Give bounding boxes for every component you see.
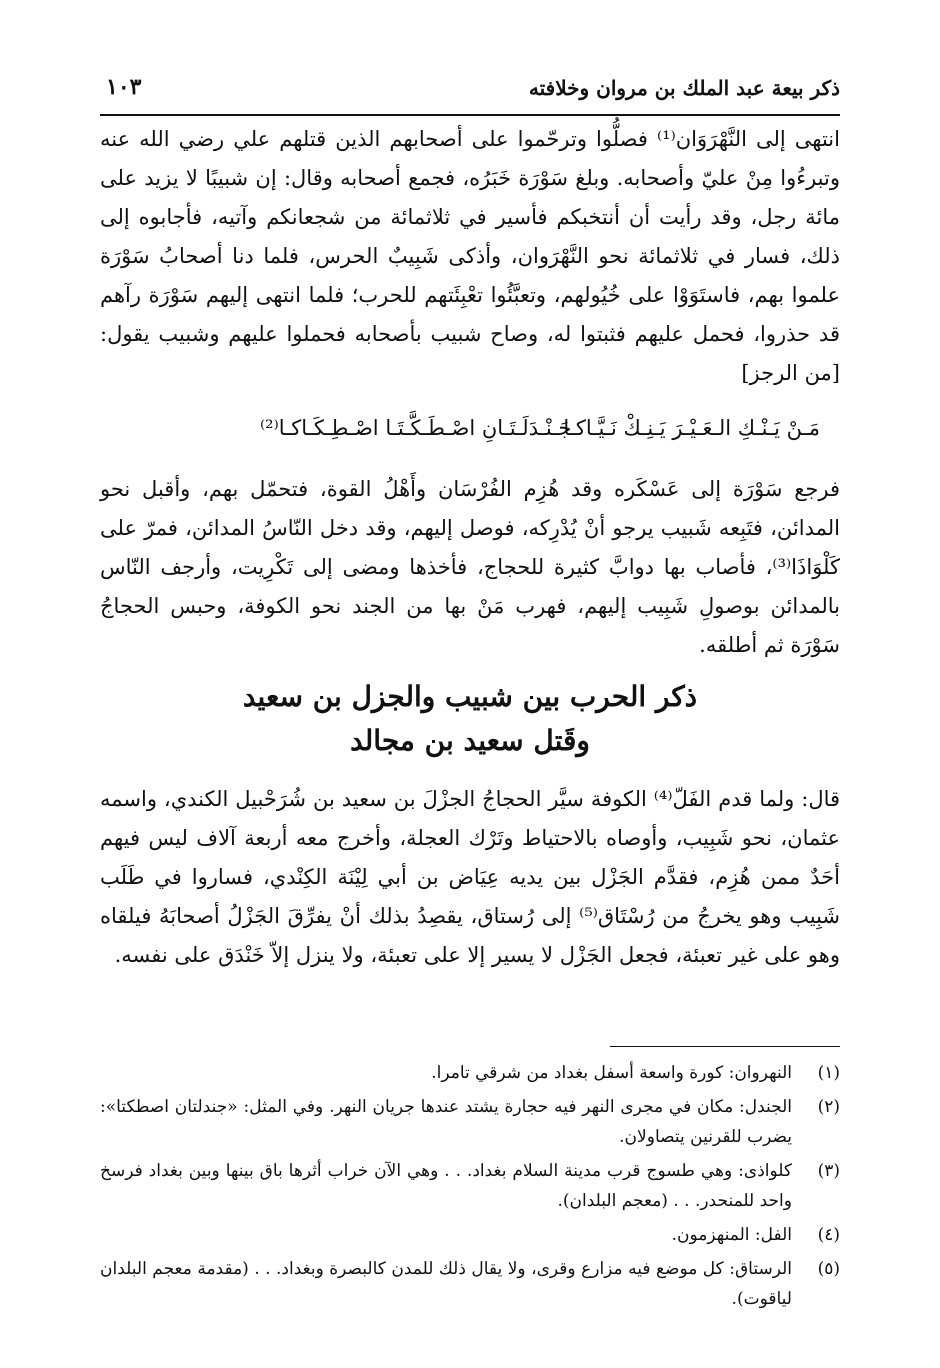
footnote-number: (٢) xyxy=(817,1097,840,1117)
verse-first-hemistich: مَـنْ يَـنْـكِ الـعَـيْـرَ يَـنِـكْ نَـيَّـاكـا xyxy=(563,416,820,440)
footnote-1 xyxy=(100,1058,840,1088)
footnote-number: (١) xyxy=(817,1063,840,1083)
footnote-separator xyxy=(610,1046,840,1047)
body-paragraph-2: فرجع سَوْرَة إلى عَسْكَره وقد هُزِم الفُرْسَان وأَهْلُ القوة، فتحمّل بهم، وأقبل نحو المدائن، فتَبِعه شَبيب يرجو أنْ يُدْرِكه، فوصل إليهم، وقد دخل النّاسُ المدائن، فمرّ على كَلْوَاذَا⁽³⁾، فأصاب بها دوابَّ كثيرة للحجاج، فأخذها ومضى إلى تَكْرِيت، وأرجف النّاس بالمدائن بوصولِ شَبِيب إليهم، فهرب مَنْ بها من الجند نحو الكوفة، وحبس الحجاجُ سَوْرَة ثم أطلقه. xyxy=(100,477,840,657)
footnote-number: (٤) xyxy=(817,1225,840,1245)
section-heading-line-2: وقَتل سعيد بن مجالد xyxy=(350,724,590,757)
footnote-text: النهروان: كورة واسعة أسفل بغداد من شرقي تامرا. xyxy=(431,1063,792,1083)
section-heading-line-1: ذكر الحرب بين شبيب والجزل بن سعيد xyxy=(242,680,698,713)
verse-second-hemistich: جَـنْـدَلَـتَـانِ اصْـطَـكَّـتَـا اصْـطِـكَـاكـا⁽²⁾ xyxy=(260,416,572,440)
page-number: ١٠٣ xyxy=(106,74,142,100)
running-title: ذكر بيعة عبد الملك بن مروان وخلافته xyxy=(528,76,840,100)
footnote-text: الفل: المنهزمون. xyxy=(671,1225,792,1245)
footnote-text: الجندل: مكان في مجرى النهر فيه حجارة يشتد عندها جريان النهر. وفي المثل: «جندلتان اصطكتا»: يضرب للقرنين يتصاولان. xyxy=(100,1097,792,1147)
footnote-5 xyxy=(100,1254,840,1314)
footnote-4 xyxy=(100,1220,840,1250)
footnote-number: (٥) xyxy=(817,1259,840,1279)
verse-line xyxy=(100,410,840,456)
footnote-text: كلواذى: وهي طسوج قرب مدينة السلام بغداد. . . وهي الآن خراب أثرها باق بينها وبين بغداد فرسخ واحد للمنحدر. . . (معجم البلدان). xyxy=(100,1161,792,1211)
running-header xyxy=(100,68,840,116)
footnote-number: (٣) xyxy=(817,1161,840,1181)
body-paragraph-1: انتهى إلى النَّهْرَوَان⁽¹⁾ فصلُّوا وترحّموا على أصحابهم الذين قتلهم علي رضي الله عنه وتبرءُوا مِنْ عليّ وأصحابه. وبلغ سَوْرَة خَبَرُه، فجمع أصحابه وقال: إن شبيبًا لا يزيد على مائة رجل، وقد رأيت أن أنتخبكم فأسير في ثلاثمائة من شجعانكم وآتيه، فأجابوه إلى ذلك، فسار في ثلاثمائة نحو النَّهْرَوان، وأذكى شَبِيبٌ الحرس، فلما دنا أصحابُ سَوْرَة علموا بهم، فاستَوَوْا على خُيُولهم، وتعبَّئُوا تعْبِئَتهم للحرب؛ فلما انتهى إليهم سَوْرَة رآهم قد حذروا، فحمل عليهم فثبتوا له، وصاح شبيب بأصحابه فحملوا عليهم وشبيب يقول: [من الرجز] xyxy=(100,127,840,385)
body-paragraph-3: قال: ولما قدم الفَلّ⁽⁴⁾ الكوفة سيَّر الحجاجُ الجزْلَ بن سعيد بن شُرَحْبيل الكندي، واسمه عثمان، نحو شَبِيب، وأوصاه بالاحتياط وتَرْك العجلة، وأخرج معه أربعة آلاف ليس فيهم أحَدٌ ممن هُزِم، فقدَّم الجَزْل بين يديه عِيَاض بن أبي لِيْنَة الكِنْدي، فساروا في طَلَب شَبِيب وهو يخرجُ من رُسْتَاق⁽⁵⁾ إلى رُستاق، يقصِدُ بذلك أنْ يفرِّقَ الجَزْلُ أصحابَهُ فيلقاه وهو على غير تعبئة، فجعل الجَزْل لا يسير إلا على تعبئة، ولا ينزل إلاّ خَنْدَق على نفسه. xyxy=(100,787,841,967)
footnotes-list xyxy=(100,1058,840,1318)
footnote-3 xyxy=(100,1156,840,1216)
footnote-2 xyxy=(100,1092,840,1152)
footnote-text: الرستاق: كل موضع فيه مزارع وقرى، ولا يقال ذلك للمدن كالبصرة وبغداد. . . (مقدمة معجم البلدان لياقوت). xyxy=(100,1259,792,1309)
